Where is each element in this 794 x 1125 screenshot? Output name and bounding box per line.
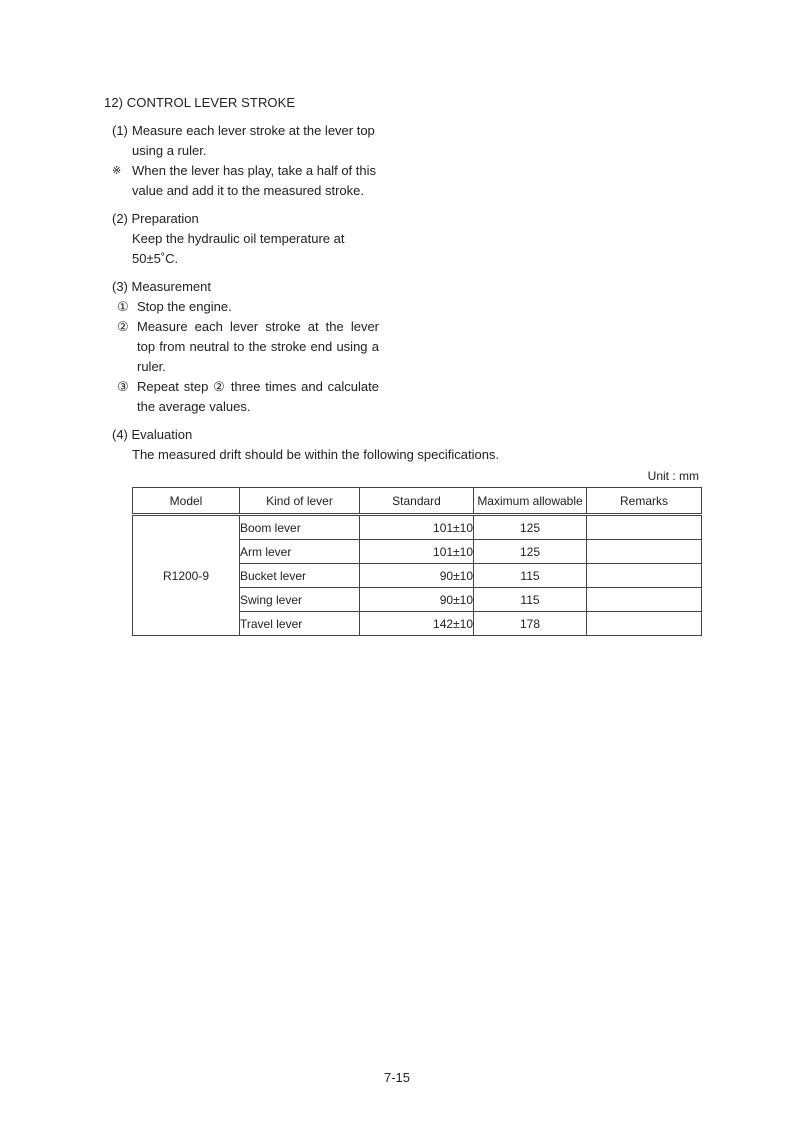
lever-cell: Boom lever	[240, 515, 360, 540]
step-3-title: (3) Measurement	[112, 279, 211, 294]
standard-cell: 101±10	[360, 515, 474, 540]
model-cell: R1200-9	[133, 515, 240, 636]
step-2-title: (2) Preparation	[112, 211, 199, 226]
column-header-standard: Standard	[360, 488, 474, 515]
step-3-item	[112, 317, 379, 377]
column-header-max: Maximum allowable	[474, 488, 587, 515]
step-1-block	[112, 121, 382, 201]
remarks-cell	[587, 588, 702, 612]
table-row	[133, 515, 702, 540]
step-3-item	[112, 297, 379, 317]
column-header-model: Model	[133, 488, 240, 515]
max-cell: 125	[474, 540, 587, 564]
section-heading: 12) CONTROL LEVER STROKE	[104, 95, 296, 110]
page-number: 7-15	[383, 1070, 411, 1085]
step-2-text-line-2: 50±5˚C.	[132, 251, 179, 266]
circled-2-icon: ②	[117, 319, 129, 334]
step-3-item-text: Stop the engine.	[137, 299, 232, 314]
step-3-item-text: Measure each lever stroke at the lever top from neutral to the stroke end using a ruler.	[137, 319, 379, 374]
column-header-remarks: Remarks	[587, 488, 702, 515]
circled-3-icon: ③	[117, 379, 129, 394]
standard-cell: 90±10	[360, 588, 474, 612]
standard-cell: 90±10	[360, 564, 474, 588]
table-header-row	[133, 488, 702, 515]
lever-cell: Arm lever	[240, 540, 360, 564]
column-header-kind: Kind of lever	[240, 488, 360, 515]
step-2-block	[112, 209, 382, 269]
remarks-cell	[587, 540, 702, 564]
max-cell: 178	[474, 612, 587, 636]
remarks-cell	[587, 515, 702, 540]
step-4-title: (4) Evaluation	[112, 427, 193, 442]
step-3-item	[112, 377, 379, 417]
step-1-text: Measure each lever stroke at the lever top using a ruler.	[132, 123, 375, 158]
unit-label: Unit : mm	[647, 469, 699, 483]
step-2-text-line-1: Keep the hydraulic oil temperature at	[132, 231, 345, 246]
step-3-block	[112, 277, 379, 417]
note-mark-icon: ※	[112, 165, 122, 177]
step-1-label: (1)	[112, 123, 128, 138]
lever-stroke-table	[132, 487, 702, 636]
max-cell: 115	[474, 588, 587, 612]
step-4-text: The measured drift should be within the following specifications.	[132, 447, 500, 462]
max-cell: 115	[474, 564, 587, 588]
standard-cell: 101±10	[360, 540, 474, 564]
remarks-cell	[587, 612, 702, 636]
standard-cell: 142±10	[360, 612, 474, 636]
step-4-block	[112, 425, 532, 465]
lever-cell: Bucket lever	[240, 564, 360, 588]
lever-cell: Travel lever	[240, 612, 360, 636]
step-3-item-text: Repeat step ② three times and calculate the average values.	[137, 379, 379, 414]
circled-1-icon: ①	[117, 299, 129, 314]
lever-cell: Swing lever	[240, 588, 360, 612]
step-1-note: When the lever has play, take a half of this value and add it to the measured stroke.	[132, 163, 377, 198]
max-cell: 125	[474, 515, 587, 540]
remarks-cell	[587, 564, 702, 588]
